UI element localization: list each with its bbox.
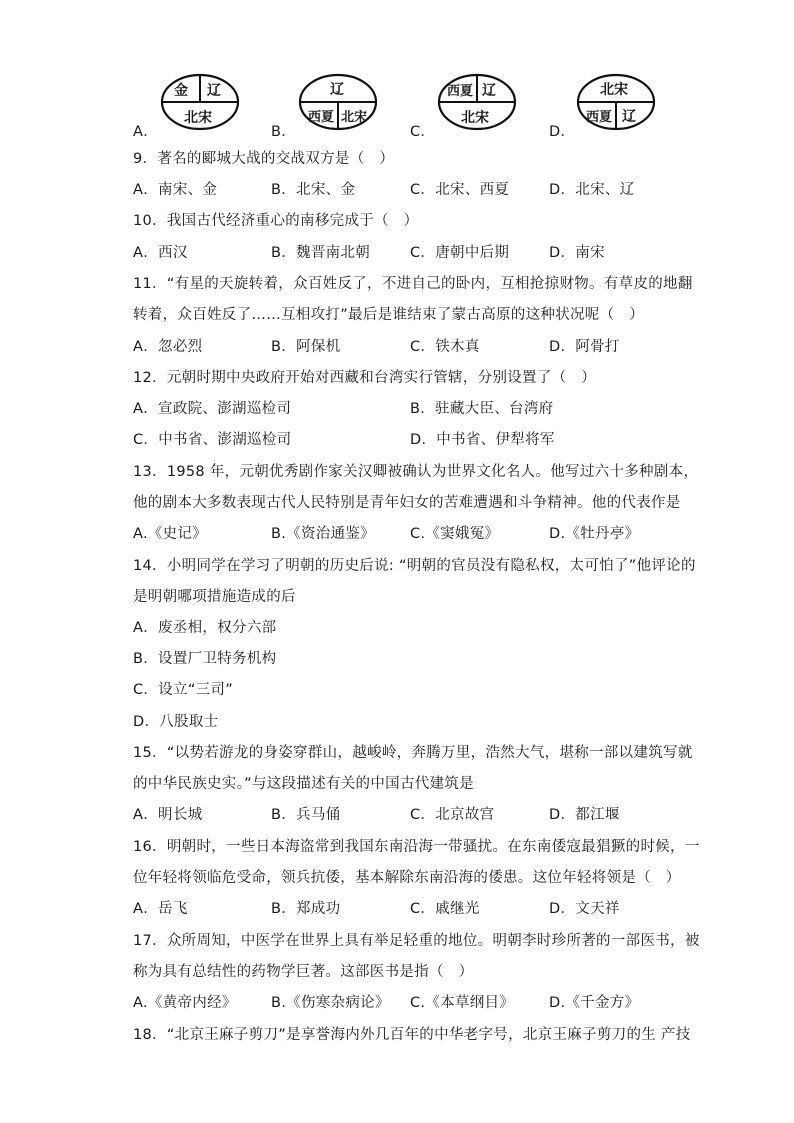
q8-b-bottom-left: 西夏 bbox=[308, 110, 335, 125]
q8-option-b-diagram bbox=[298, 72, 378, 132]
q17-option-b[interactable]: B.《伤寒杂病论》 bbox=[271, 995, 390, 1011]
q18-stem-line-1: 18．“北京王麻子剪刀”是享誉海内外几百年的中华老字号，北京王麻子剪刀的生 产技 bbox=[133, 1027, 691, 1043]
q12-stem: 12．元朝时期中央政府开始对西藏和台湾实行管辖，分别设置了（ ） bbox=[133, 370, 597, 386]
q17-option-d[interactable]: D.《千金方》 bbox=[549, 995, 640, 1011]
q16-stem-line-1: 16．明朝时，一些日本海盗常到我国东南沿海一带骚扰。在东南倭寇最猖獗的时候，一 bbox=[133, 839, 700, 855]
q10-option-c[interactable]: C．唐朝中后期 bbox=[410, 245, 510, 261]
q8-option-b-letter[interactable]: B． bbox=[271, 124, 297, 140]
q8-a-bottom: 北宋 bbox=[184, 110, 212, 126]
q11-option-a[interactable]: A．忽必烈 bbox=[133, 339, 203, 355]
q8-d-bottom-right: 辽 bbox=[622, 109, 636, 125]
q11-stem-line-2: 转着，众百姓反了……互相攻打”最后是谁结束了蒙古高原的这种状况呢（ ） bbox=[133, 307, 645, 323]
q14-stem-line-2: 是明朝哪项措施造成的后 bbox=[133, 589, 296, 605]
q17-option-c[interactable]: C.《本草纲目》 bbox=[410, 995, 515, 1011]
q16-option-d[interactable]: D．文天祥 bbox=[549, 901, 620, 917]
q8-d-bottom-left: 西夏 bbox=[586, 110, 613, 125]
q14-option-b[interactable]: B．设置厂卫特务机构 bbox=[133, 651, 277, 667]
q17-stem-line-2: 称为具有总结性的药物学巨著。这部医书是指（ ） bbox=[133, 964, 474, 980]
q10-stem: 10．我国古代经济重心的南移完成于（ ） bbox=[133, 213, 419, 229]
q11-stem-line-1: 11．“有星的天旋转着，众百姓反了，不进自己的卧内，互相抢掠财物。有草皮的地翻 bbox=[133, 276, 693, 292]
q8-d-top: 北宋 bbox=[600, 82, 628, 98]
q9-option-c[interactable]: C．北宋、西夏 bbox=[410, 182, 510, 198]
q14-stem-line-1: 14．小明同学在学习了明朝的历史后说: “明朝的官员没有隐私权，太可怕了”他评论的 bbox=[133, 558, 696, 574]
q13-option-b[interactable]: B.《资治通鉴》 bbox=[271, 526, 375, 542]
q8-c-bottom: 北宋 bbox=[461, 110, 489, 126]
q8-option-a-diagram bbox=[160, 72, 240, 132]
q10-option-d[interactable]: D．南宋 bbox=[549, 245, 605, 261]
q13-stem-line-2: 他的剧本大多数表现古代人民特别是青年妇女的苦难遭遇和斗争精神。他的代表作是 bbox=[133, 495, 681, 511]
q14-option-a[interactable]: A．废丞相，权分六部 bbox=[133, 620, 277, 636]
q9-stem: 9．著名的郾城大战的交战双方是（ ） bbox=[133, 151, 395, 167]
q15-stem-line-2: 的中华民族史实。”与这段描述有关的中国古代建筑是 bbox=[133, 776, 474, 792]
q11-option-c[interactable]: C．铁木真 bbox=[410, 339, 480, 355]
q16-option-c[interactable]: C．戚继光 bbox=[410, 901, 480, 917]
q12-option-a[interactable]: A．宣政院、澎湖巡检司 bbox=[133, 401, 292, 417]
q16-option-b[interactable]: B．郑成功 bbox=[271, 901, 341, 917]
q15-option-b[interactable]: B．兵马俑 bbox=[271, 807, 341, 823]
q10-option-a[interactable]: A．西汉 bbox=[133, 245, 188, 261]
q10-option-b[interactable]: B．魏晋南北朝 bbox=[271, 245, 371, 261]
q13-option-c[interactable]: C.《窦娥冤》 bbox=[410, 526, 500, 542]
q11-option-d[interactable]: D．阿骨打 bbox=[549, 339, 620, 355]
q8-option-c-diagram bbox=[437, 72, 517, 132]
q16-option-a[interactable]: A．岳飞 bbox=[133, 901, 188, 917]
q8-b-bottom-right: 北宋 bbox=[341, 110, 368, 125]
q14-option-c[interactable]: C．设立“三司” bbox=[133, 682, 234, 698]
q8-option-d-letter[interactable]: D． bbox=[549, 124, 576, 140]
q8-option-a-letter[interactable]: A． bbox=[133, 124, 159, 140]
q8-option-d-diagram bbox=[576, 72, 656, 132]
q13-option-a[interactable]: A.《史记》 bbox=[133, 526, 208, 542]
q13-option-d[interactable]: D.《牡丹亭》 bbox=[549, 526, 640, 542]
q11-option-b[interactable]: B．阿保机 bbox=[271, 339, 341, 355]
q12-option-c[interactable]: C．中书省、澎湖巡检司 bbox=[133, 432, 292, 448]
q9-option-d[interactable]: D．北宋、辽 bbox=[549, 182, 635, 198]
q14-option-d[interactable]: D．八股取士 bbox=[133, 714, 219, 730]
q15-option-a[interactable]: A．明长城 bbox=[133, 807, 203, 823]
q15-option-c[interactable]: C．北京故宫 bbox=[410, 807, 495, 823]
q12-option-d[interactable]: D．中书省、伊犁将军 bbox=[410, 432, 555, 448]
q8-a-top-left: 金 bbox=[174, 83, 188, 99]
q13-stem-line-1: 13．1958 年，元朝优秀剧作家关汉卿被确认为世界文化名人。他写过六十多种剧本， bbox=[133, 464, 699, 480]
q16-stem-line-2: 位年轻将领临危受命，领兵抗倭，基本解除东南沿海的倭患。这位年轻将领是（ ） bbox=[133, 870, 681, 886]
q8-b-top: 辽 bbox=[330, 82, 344, 98]
q8-a-top-right: 辽 bbox=[207, 83, 221, 99]
q17-stem-line-1: 17．众所周知，中医学在世界上具有举足轻重的地位。明朝李时珍所著的一部医书，被 bbox=[133, 933, 700, 949]
q12-option-b[interactable]: B．驻藏大臣、台湾府 bbox=[410, 401, 554, 417]
q9-option-a[interactable]: A．南宋、金 bbox=[133, 182, 218, 198]
q15-stem-line-1: 15．“以势若游龙的身姿穿群山，越峻岭，奔腾万里，浩然大气，堪称一部以建筑写就 bbox=[133, 745, 693, 761]
q17-option-a[interactable]: A.《黄帝内经》 bbox=[133, 995, 237, 1011]
q9-option-b[interactable]: B．北宋、金 bbox=[271, 182, 356, 198]
q8-option-c-letter[interactable]: C． bbox=[410, 124, 436, 140]
q8-c-top-left: 西夏 bbox=[447, 84, 474, 99]
q8-c-top-right: 辽 bbox=[482, 83, 496, 99]
q15-option-d[interactable]: D．都江堰 bbox=[549, 807, 620, 823]
